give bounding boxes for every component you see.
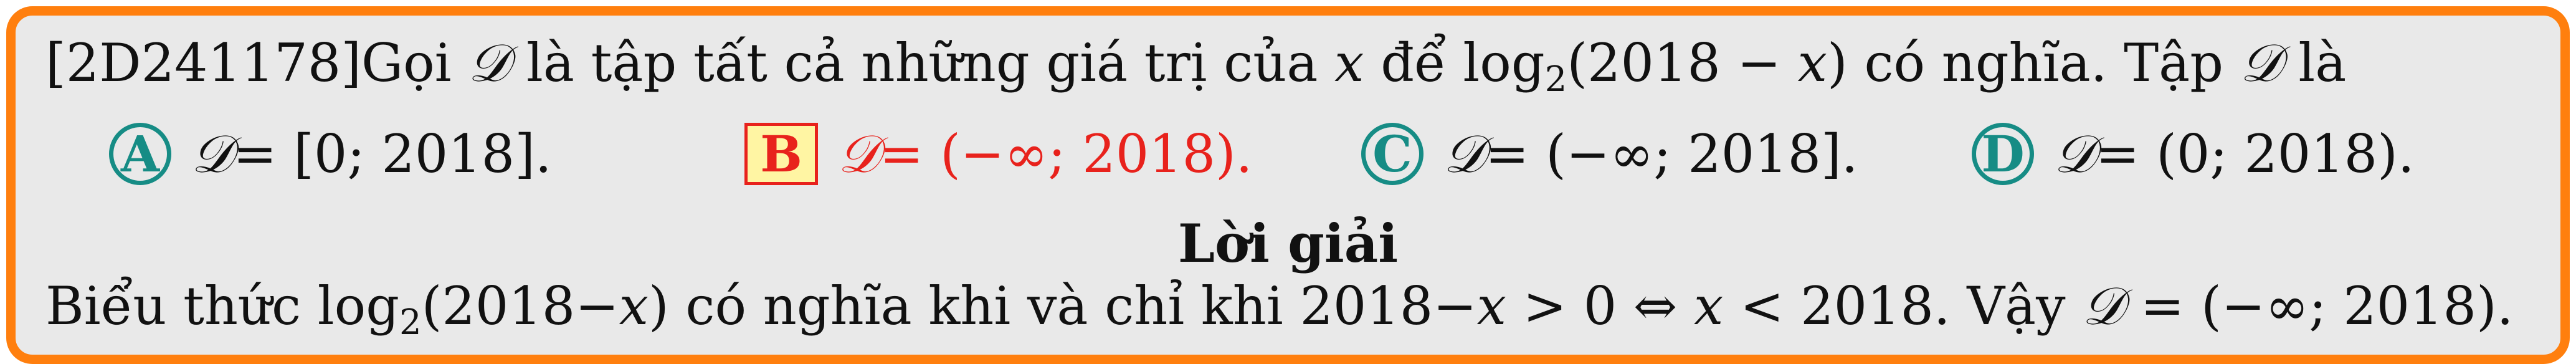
option-a-answer: = [0; 2018]. xyxy=(233,123,552,184)
set-symbol: 𝒟 xyxy=(468,32,510,93)
option-c-marker: C xyxy=(1361,123,1423,185)
variable-x: x xyxy=(1694,275,1724,337)
solution-text-e: = (−∞; 2018). xyxy=(2124,275,2514,337)
solution-text-b: có nghĩa khi và chỉ khi 2018− xyxy=(668,275,1477,337)
set-symbol: 𝒟 xyxy=(1443,123,1486,184)
option-c[interactable] xyxy=(1361,123,1858,185)
option-b-answer: = (−∞; 2018). xyxy=(880,123,1253,184)
variable-x: x xyxy=(619,275,649,337)
solution-line xyxy=(45,276,2513,353)
variable-x: x xyxy=(1797,32,1827,93)
option-b-marker: B xyxy=(744,123,818,185)
problem-code: [2D241178] xyxy=(45,32,361,93)
set-symbol: 𝒟 xyxy=(2082,275,2124,337)
question-text-d: có nghĩa. Tập xyxy=(1847,32,2240,93)
log-arg-open: (2018 − xyxy=(1567,32,1798,93)
solution-text-d: < 2018. Vậy xyxy=(1723,275,2083,337)
option-c-answer: = (−∞; 2018]. xyxy=(1485,123,1858,184)
option-a[interactable] xyxy=(109,123,552,185)
question-text-c: để xyxy=(1364,32,1463,93)
log-word: log xyxy=(317,275,399,337)
log-arg-close: ) xyxy=(1827,32,1848,93)
solution-text-c: > 0 ⇔ xyxy=(1506,275,1694,337)
solution-text-a: Biểu thức xyxy=(45,275,318,337)
option-d-answer: = (0; 2018). xyxy=(2096,123,2415,184)
option-d[interactable] xyxy=(1972,123,2415,185)
variable-x: x xyxy=(1334,32,1364,93)
option-d-marker: D xyxy=(1972,123,2034,185)
question-text-e: là xyxy=(2281,32,2347,93)
set-symbol: 𝒟 xyxy=(838,123,880,184)
question-text-b: là tập tất cả những giá trị của xyxy=(510,32,1335,93)
option-b[interactable] xyxy=(744,123,1253,185)
question-text-a: Gọi xyxy=(361,32,468,93)
solution-arg-close: ) xyxy=(648,275,669,337)
set-symbol: 𝒟 xyxy=(2054,123,2096,184)
question-line xyxy=(45,33,2346,110)
solution-heading: Lời giải xyxy=(1177,213,1399,274)
variable-x: x xyxy=(1476,275,1506,337)
problem-card xyxy=(6,6,2570,364)
option-a-marker: A xyxy=(109,123,171,185)
log-base: 2 xyxy=(399,302,422,343)
log-word: log xyxy=(1463,32,1545,93)
solution-arg-open: (2018− xyxy=(421,275,619,337)
set-symbol: 𝒟 xyxy=(2240,32,2282,93)
set-symbol: 𝒟 xyxy=(191,123,234,184)
log-base: 2 xyxy=(1544,59,1567,100)
